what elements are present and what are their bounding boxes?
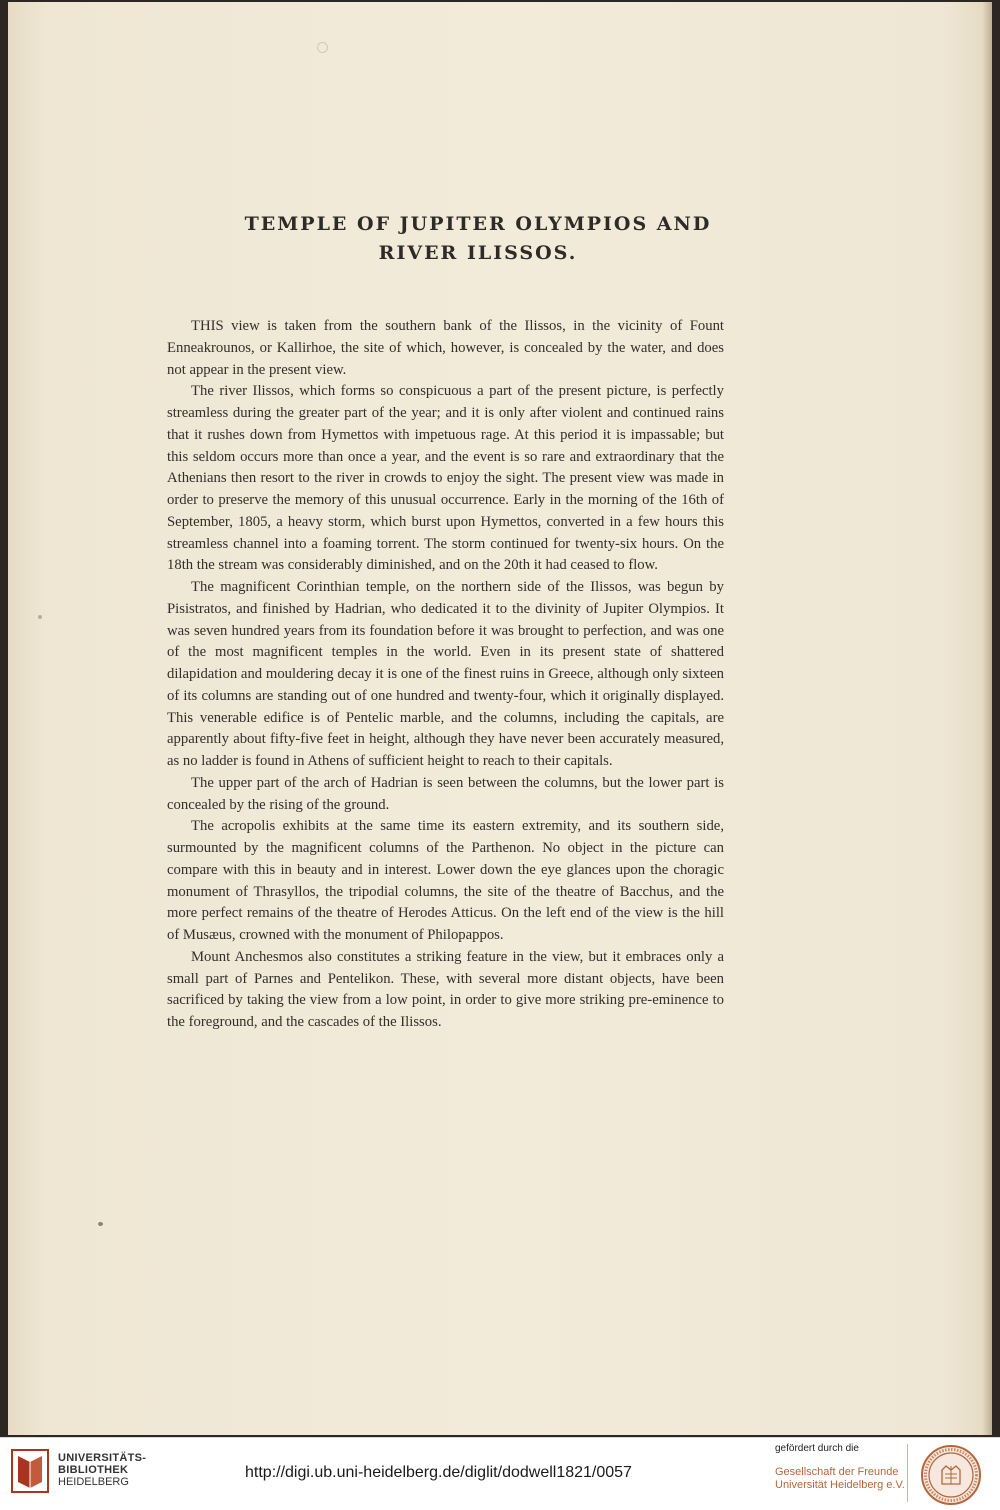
library-name-line-3: HEIDELBERG xyxy=(58,1476,129,1488)
sponsor-line-1: Gesellschaft der Freunde xyxy=(775,1466,899,1478)
paper-spot xyxy=(98,1222,103,1226)
sponsor-line-2: Universität Heidelberg e.V. xyxy=(775,1479,905,1491)
sponsor-name[interactable] xyxy=(775,1466,905,1492)
footer-divider xyxy=(907,1444,908,1502)
paragraph: The acropolis exhibits at the same time its eastern extremity, and its southern side, surmounted by the magnificent columns of the Parthenon. No object in the picture can compare with this in beauty and in interest. Lower down the eye glances upon the choragic monument of Thrasyllos, the tripodial columns, the site of the theatre of Bacchus, and the more perfect remains of the theatre of Herodes Atticus. On the left end of the view is the hill of Musæus, crowned with the monument of Philopappos. xyxy=(167,818,724,943)
library-name-line-2: BIBLIOTHEK xyxy=(58,1464,129,1476)
document-page xyxy=(8,2,992,1435)
library-name[interactable] xyxy=(58,1452,146,1488)
paper-spot xyxy=(317,42,328,53)
permalink-url[interactable]: http://digi.ub.uni-heidelberg.de/diglit/dodwell1821/0057 xyxy=(245,1464,632,1481)
sponsor-label: gefördert durch die xyxy=(775,1443,859,1454)
university-seal-icon[interactable] xyxy=(920,1444,982,1506)
paragraph: The upper part of the arch of Hadrian is seen between the columns, but the lower part is concealed by the rising of the ground. xyxy=(167,774,724,813)
paragraph: The magnificent Corinthian temple, on the northern side of the Ilissos, was begun by Pisistratos, and finished by Hadrian, who dedicated it to the divinity of Jupiter Olympios. It was seven hundred years from its foundation before it was brought to perfection, and was one of the most magnificent temples in the world. Even in its present state of shattered dilapidation and mouldering decay it is one of the finest ruins in Greece, although only sixteen of its columns are standing out of one hundred and twenty-four, which it originally displayed. This venerable edifice is of Pentelic marble, and the columns, including the capitals, are apparently about fifty-five feet in height, although they have never been accurately measured, as no ladder is found in Athens of sufficient height to reach to their capitals. xyxy=(167,579,724,769)
page-title xyxy=(8,210,992,268)
paragraph: THIS view is taken from the southern bank of the Ilissos, in the vicinity of Fount Enneakrounos, or Kallirhoe, the site of which, however, is concealed by the water, and does not appear in the present view. xyxy=(167,318,724,378)
paragraph: Mount Anchesmos also constitutes a striking feature in the view, but it embraces only a small part of Parnes and Pentelikon. These, with several more distant objects, have been sacrificed by taking the view from a low point, in order to give more striking pre-eminence to the foreground, and the cascades of the Ilissos. xyxy=(167,948,724,1030)
title-line-1: TEMPLE OF JUPITER OLYMPIOS AND xyxy=(244,213,712,235)
title-line-2: RIVER ILISSOS. xyxy=(378,242,578,264)
paragraph: The river Ilissos, which forms so conspicuous a part of the present picture, is perfectly streamless during the greater part of the year; and it is only after violent and continued rains that it rushes down from Hymettos with impetuous rage. At this period it is impassable; but this seldom occurs more than once a year, and the event is so rare and extraordinary that the Athenians then resort to the river in crowds to enjoy the sight. The present view was made in order to preserve the memory of this unusual occurrence. Early in the morning of the 16th of September, 1805, a heavy storm, which burst upon Hymettos, converted in a few hours this streamless channel into a foaming torrent. The storm continued for twenty-six hours. On the 18th the stream was considerably diminished, and on the 20th it had ceased to flow. xyxy=(167,383,724,574)
paper-spot xyxy=(38,615,42,619)
body-text xyxy=(167,316,724,1034)
university-library-logo-icon[interactable] xyxy=(10,1448,50,1494)
footer-bar xyxy=(0,1437,1000,1510)
library-name-line-1: UNIVERSITÄTS- xyxy=(58,1452,147,1464)
